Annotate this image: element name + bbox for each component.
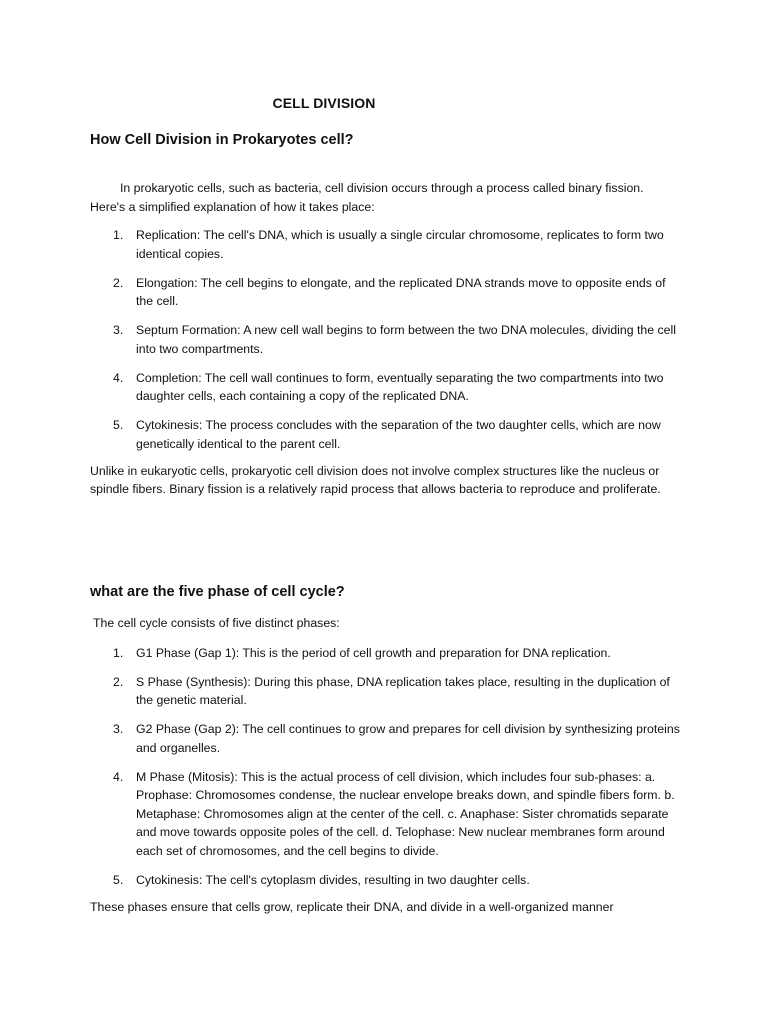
list-number: 4.	[113, 769, 124, 784]
section-outro: These phases ensure that cells grow, replicate their DNA, and divide in a well-organized manner	[90, 899, 614, 914]
list-number: 4.	[113, 370, 124, 385]
list-item-text: Completion: The cell wall continues to form, eventually separating the two compartments into two daughter cells, each containing a copy of the replicated DNA.	[136, 370, 664, 403]
list-item-text: G1 Phase (Gap 1): This is the period of cell growth and preparation for DNA replication.	[136, 645, 611, 660]
list-item-text: Cytokinesis: The process concludes with the separation of the two daughter cells, which are now genetically identical to the parent cell.	[136, 418, 661, 451]
section-cell-cycle	[90, 583, 682, 916]
list-item	[90, 274, 682, 311]
list-item-text: Replication: The cell's DNA, which is usually a single circular chromosome, replicates to form two identical copies.	[136, 228, 664, 261]
document-title: CELL DIVISION	[272, 95, 376, 111]
section-intro: The cell cycle consists of five distinct phases:	[93, 616, 340, 630]
list-item	[90, 226, 682, 263]
list-item	[90, 644, 682, 663]
list-item	[90, 768, 682, 861]
list-item	[90, 673, 682, 710]
list-item	[90, 720, 682, 757]
list-number: 5.	[113, 418, 124, 432]
list-number: 5.	[113, 872, 124, 887]
section-heading: what are the five phase of cell cycle?	[90, 584, 345, 600]
list-item	[90, 321, 682, 358]
list-number: 3.	[113, 722, 124, 736]
list-number: 1.	[113, 645, 124, 660]
list-number: 2.	[113, 275, 124, 290]
list-item-text: Cytokinesis: The cell's cytoplasm divides, resulting in two daughter cells.	[136, 872, 530, 887]
section-prokaryotes	[90, 131, 682, 499]
list-number: 1.	[113, 228, 124, 242]
list-number: 3.	[113, 323, 124, 337]
section-intro: In prokaryotic cells, such as bacteria, cell division occurs through a process called binary fission. Here's a simplified explanation of how it takes place:	[90, 181, 644, 214]
section-outro: Unlike in eukaryotic cells, prokaryotic cell division does not involve complex structures like the nucleus or spindle fibers. Binary fission is a relatively rapid process that allows bacteria to reproduce and proliferate.	[90, 463, 661, 496]
list-item	[90, 416, 682, 453]
section-heading: How Cell Division in Prokaryotes cell?	[90, 132, 354, 148]
list-item-text: Septum Formation: A new cell wall begins to form between the two DNA molecules, dividing the cell into two compartments.	[136, 323, 676, 356]
list-item-text: Elongation: The cell begins to elongate, and the replicated DNA strands move to opposite ends of the cell.	[136, 275, 666, 308]
list-item-text: G2 Phase (Gap 2): The cell continues to grow and prepares for cell division by synthesizing proteins and organelles.	[136, 722, 680, 755]
list-number: 2.	[113, 674, 124, 689]
list-item	[90, 369, 682, 406]
list-item-text: S Phase (Synthesis): During this phase, DNA replication takes place, resulting in the duplication of the genetic material.	[136, 674, 670, 707]
step-list	[90, 226, 682, 453]
list-item	[90, 871, 682, 890]
list-item-text: M Phase (Mitosis): This is the actual process of cell division, which includes four sub-phases: a. Prophase: Chromosomes condense, the nuclear envelope breaks down, and spindle fibers form. b. Metaphase: Chromosomes align at the center of the cell. c. Anaphase: Sister chromatids separate and move towards opposite poles of the cell. d. Telophase: New nuclear membranes form around each set of chromosomes, and the cell begins to divide.	[136, 769, 675, 858]
phase-list	[90, 644, 682, 890]
